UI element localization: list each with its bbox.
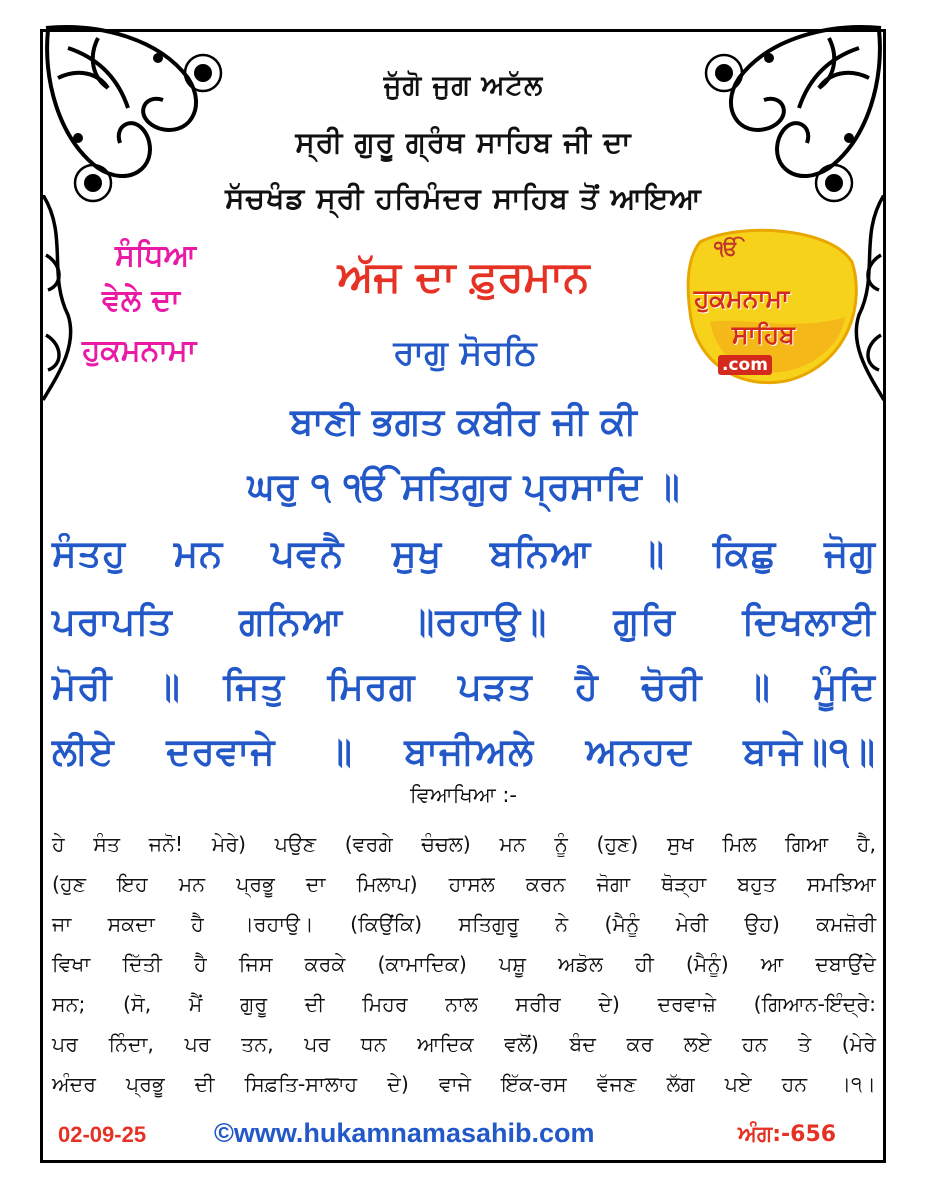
header-line-2: ਸ੍ਰੀ ਗੁਰੂ ਗ੍ਰੰਥ ਸਾਹਿਬ ਜੀ ਦਾ (295, 125, 632, 159)
ornament-left-scroll (38, 195, 78, 405)
explanation-line: ਪਰ ਨਿੰਦਾ, ਪਰ ਤਨ, ਪਰ ਧਨ ਆਦਿਕ ਵਲੋਂ) ਬੰਦ ਕਰ ਲਏ ਹਨ ਤੇ (ਮੇਰੇ (52, 1032, 876, 1056)
explanation-line: (ਹੁਣ ਇਹ ਮਨ ਪ੍ਰਭੂ ਦਾ ਮਿਲਾਪ) ਹਾਸਲ ਕਰਨ ਜੋਗਾ ਥੋੜ੍ਹਾ ਬਹੁਤ ਸਮਝਿਆ (52, 872, 876, 896)
page-title: ਅੱਜ ਦਾ ਫ਼ੁਰਮਾਨ (337, 252, 590, 301)
gurbani-line: ਲੀਏ ਦਰਵਾਜੇ ॥ ਬਾਜੀਅਲੇ ਅਨਹਦ ਬਾਜੇ॥੧॥ (52, 730, 876, 773)
side-label-line-3: ਹੁਕਮਨਾਮਾ (82, 333, 197, 368)
gurbani-line: ਸੰਤਹੁ ਮਨ ਪਵਨੈ ਸੁਖੁ ਬਨਿਆ ॥ ਕਿਛੁ ਜੋਗੁ (52, 532, 876, 575)
bani-title: ਬਾਣੀ ਭਗਤ ਕਬੀਰ ਜੀ ਕੀ (290, 400, 637, 443)
ornament-top-left (38, 18, 228, 208)
hukamnama-logo (680, 222, 860, 387)
explanation-line: ਜਾ ਸਕਦਾ ਹੈ ।ਰਹਾਉ। (ਕਿਉਂਕਿ) ਸਤਿਗੁਰੂ ਨੇ (ਮੈਨੂੰ ਮੇਰੀ ਉਹ) ਕਮਜ਼ੋਰੀ (52, 912, 876, 936)
header-line-3: ਸੱਚਖੰਡ ਸ੍ਰੀ ਹਰਿਮੰਦਰ ਸਾਹਿਬ ਤੋਂ ਆਇਆ (225, 181, 702, 215)
gurbani-line: ਮੋਰੀ ॥ ਜਿਤੁ ਮਿਰਗ ਪੜਤ ਹੈ ਚੋਰੀ ॥ ਮੂੰਦਿ (52, 665, 876, 708)
ornament-top-right (699, 18, 889, 208)
explanation-line: ਸਨ; (ਸੋ, ਮੈਂ ਗੁਰੂ ਦੀ ਮਿਹਰ ਨਾਲ ਸਰੀਰ ਦੇ) ਦਰਵਾਜ਼ੇ (ਗਿਆਨ-ਇੰਦ੍ਰੇ: (52, 992, 876, 1016)
explanation-heading: ਵਿਆਖਿਆ :- (409, 783, 517, 807)
side-label-line-1: ਸੰਧਿਆ (115, 238, 197, 273)
explanation-line: ਹੇ ਸੰਤ ਜਨੋ! ਮੇਰੇ) ਪਉਣ (ਵਰਗੇ ਚੰਚਲ) ਮਨ ਨੂੰ (ਹੁਣ) ਸੁਖ ਮਿਲ ਗਿਆ ਹੈ, (52, 832, 876, 856)
raag-heading: ਰਾਗੁ ਸੋਰਠਿ (393, 333, 537, 373)
footer-website-link[interactable]: ©www.hukamnamasahib.com (214, 1118, 595, 1148)
logo-ik-onkar: ੴ (714, 236, 739, 260)
side-label-line-2: ਵੇਲੇ ਦਾ (102, 283, 180, 318)
header-line-1: ਜੁੱਗੋ ਜੁਗ ਅਟੱਲ (383, 70, 544, 101)
invocation-line: ਘਰੁ ੧ ੴ ਸਤਿਗੁਰ ਪ੍ਰਸਾਦਿ ॥ (247, 465, 680, 508)
explanation-line: ਵਿਖਾ ਦਿੱਤੀ ਹੈ ਜਿਸ ਕਰਕੇ (ਕਾਮਾਦਿਕ) ਪਸ਼ੂ ਅਡੋਲ ਹੀ (ਮੈਨੂੰ) ਆ ਦਬਾਉਂਦੇ (52, 952, 876, 976)
logo-line-3: .com (718, 355, 772, 375)
explanation-line: ਅੰਦਰ ਪ੍ਰਭੂ ਦੀ ਸਿਫ਼ਤਿ-ਸਾਲਾਹ ਦੇ) ਵਾਜੇ ਇੱਕ-ਰਸ ਵੱਜਣ ਲੱਗ ਪਏ ਹਨ ।੧। (52, 1072, 876, 1096)
gurbani-line: ਪਰਾਪਤਿ ਗਨਿਆ ॥ਰਹਾਉ॥ ਗੁਰਿ ਦਿਖਲਾਈ (52, 600, 876, 643)
footer-date: 02-09-25 (58, 1122, 147, 1147)
logo-line-2: ਸਾਹਿਬ (732, 320, 795, 349)
logo-line-1: ਹੁਕਮਨਾਮਾ (694, 284, 790, 313)
footer-ang: ਅੰਗ:-656 (738, 1122, 837, 1147)
